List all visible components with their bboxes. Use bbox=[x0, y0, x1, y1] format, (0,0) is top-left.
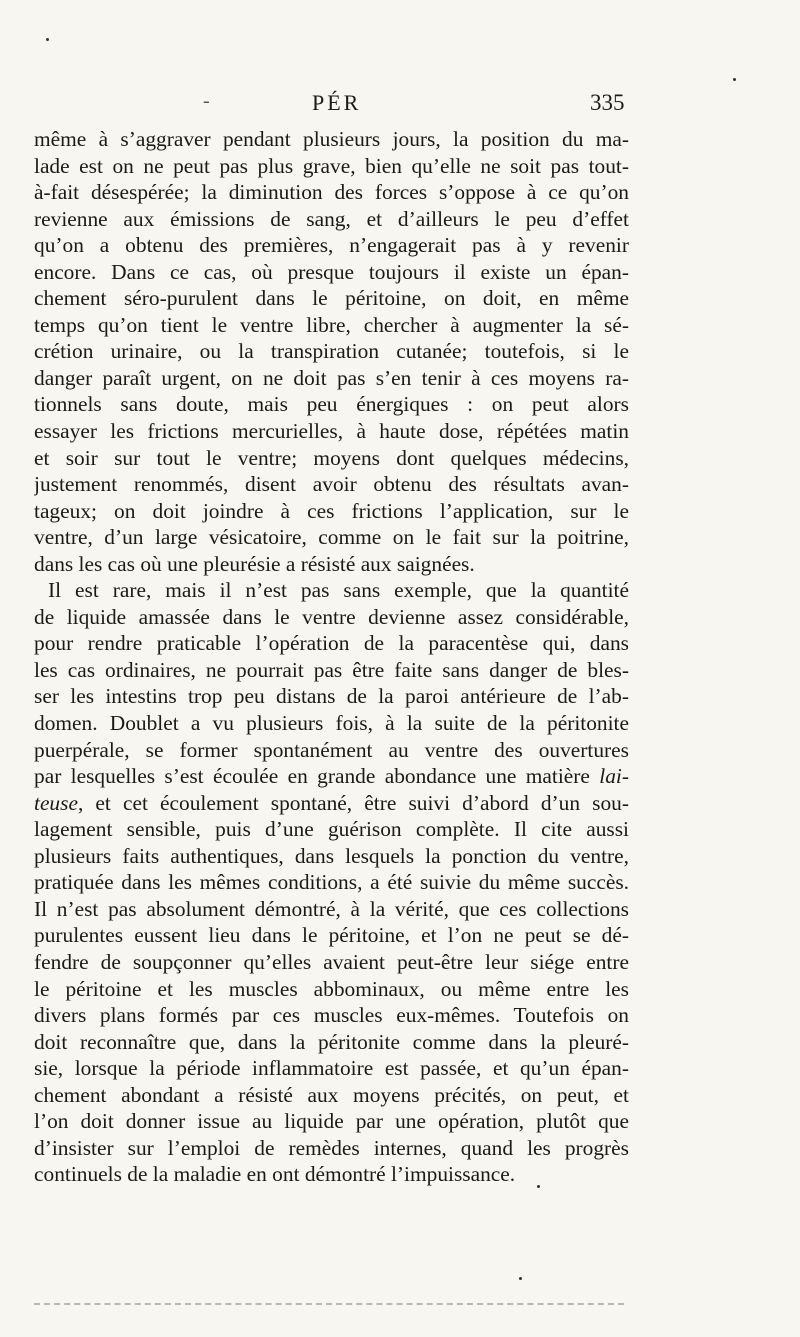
text-line: sie, lorsque la période inflammatoire est passée, et qu’un épan- bbox=[34, 1056, 629, 1081]
text-fragment: , et cet écoulement spontané, être suivi d’abord d’un sou- bbox=[77, 790, 629, 815]
text-line: pratiquée dans les mêmes conditions, a été suivie du même succès. bbox=[34, 870, 629, 895]
text-line: tionnels sans doute, mais peu énergiques : on peut alors bbox=[34, 392, 629, 417]
text-line: lagement sensible, puis d’une guérison complète. Il cite aussi bbox=[34, 817, 629, 842]
text-line: pour rendre praticable l’opération de la paracentèse qui, dans bbox=[34, 631, 629, 656]
text-line: d’insister sur l’emploi de remèdes internes, quand les progrès bbox=[34, 1135, 629, 1160]
text-line: le péritoine et les muscles abbominaux, ou même entre les bbox=[34, 976, 629, 1001]
text-fragment: par lesquelles s’est écoulée en grande abondance une matière bbox=[34, 764, 600, 789]
italic-fragment: teuse bbox=[34, 790, 78, 815]
text-line: crétion urinaire, ou la transpiration cutanée; toutefois, si le bbox=[34, 339, 629, 364]
text-line: ventre, d’un large vésicatoire, comme on le fait sur la poitrine, bbox=[34, 525, 629, 550]
text-line: tageux; on doit joindre à ces frictions l’application, sur le bbox=[34, 498, 629, 523]
italic-fragment: lai- bbox=[599, 764, 629, 789]
text-line-with-italic bbox=[34, 790, 629, 817]
text-line: encore. Dans ce cas, où presque toujours il existe un épan- bbox=[34, 259, 629, 284]
text-line: lade est on ne peut pas plus grave, bien qu’elle ne soit pas tout- bbox=[34, 153, 629, 178]
text-line: dans les cas où une pleurésie a résisté aux saignées. bbox=[34, 551, 475, 576]
text-line: danger paraît urgent, on ne doit pas s’en tenir à ces moyens ra- bbox=[34, 365, 629, 390]
text-line: chement abondant a résisté aux moyens précités, on peut, et bbox=[34, 1082, 629, 1107]
text-line: divers plans formés par ces muscles eux-mêmes. Toutefois on bbox=[34, 1003, 629, 1028]
text-line: domen. Doublet a vu plusieurs fois, à la suite de la péritonite bbox=[34, 711, 629, 736]
text-line: purulentes eussent lieu dans le péritoine, et l’on ne peut se dé- bbox=[34, 923, 629, 948]
text-line: chement séro-purulent dans le péritoine, on doit, en même bbox=[34, 286, 629, 311]
print-speck bbox=[46, 38, 49, 41]
text-line: essayer les frictions mercurielles, à haute dose, répétées matin bbox=[34, 419, 629, 444]
text-line: même à s’aggraver pendant plusieurs jours, la position du ma- bbox=[34, 127, 629, 151]
bottom-print-artifact bbox=[34, 1303, 624, 1305]
text-line: fendre de soupçonner qu’elles avaient peut-être leur siége entre bbox=[34, 949, 629, 974]
text-line-with-italic bbox=[34, 763, 629, 790]
text-line: Il est rare, mais il n’est pas sans exemple, que la quantité bbox=[48, 578, 629, 603]
text-line: revienne aux émissions de sang, et d’ailleurs le peu d’effet bbox=[34, 206, 629, 231]
print-speck bbox=[519, 1277, 522, 1280]
running-title: PÉR bbox=[312, 90, 362, 115]
text-line: justement renommés, disent avoir obtenu des résultats avan- bbox=[34, 472, 629, 497]
header-dash: - bbox=[203, 90, 210, 112]
text-line: de liquide amassée dans le ventre devienne assez considérable, bbox=[34, 604, 629, 629]
text-line: l’on doit donner issue au liquide par une opération, plutôt que bbox=[34, 1109, 629, 1134]
text-line: à-fait désespérée; la diminution des forces s’oppose à ce qu’on bbox=[34, 180, 629, 205]
text-line: puerpérale, se former spontanément au ventre des ouvertures bbox=[34, 737, 629, 762]
text-line: continuels de la maladie en ont démontré l’impuissance. bbox=[34, 1162, 516, 1187]
text-line: et soir sur tout le ventre; moyens dont quelques médecins, bbox=[34, 445, 629, 470]
text-line: temps qu’on tient le ventre libre, chercher à augmenter la sé- bbox=[34, 312, 629, 337]
running-head bbox=[0, 90, 800, 124]
print-speck bbox=[537, 1185, 540, 1188]
body-text bbox=[34, 126, 629, 1188]
page-number: 335 bbox=[590, 90, 625, 115]
text-line: ser les intestins trop peu distans de la paroi antérieure de l’ab- bbox=[34, 684, 629, 709]
print-speck bbox=[733, 78, 736, 81]
text-line: les cas ordinaires, ne pourrait pas être faite sans danger de bles- bbox=[34, 657, 629, 682]
text-line: plusieurs faits authentiques, dans lesquels la ponction du ventre, bbox=[34, 843, 629, 868]
text-line: qu’on a obtenu des premières, n’engagerait pas à y revenir bbox=[34, 233, 629, 258]
text-line: doit reconnaître que, dans la péritonite comme dans la pleuré- bbox=[34, 1029, 629, 1054]
text-line: Il n’est pas absolument démontré, à la vérité, que ces collections bbox=[34, 896, 629, 921]
